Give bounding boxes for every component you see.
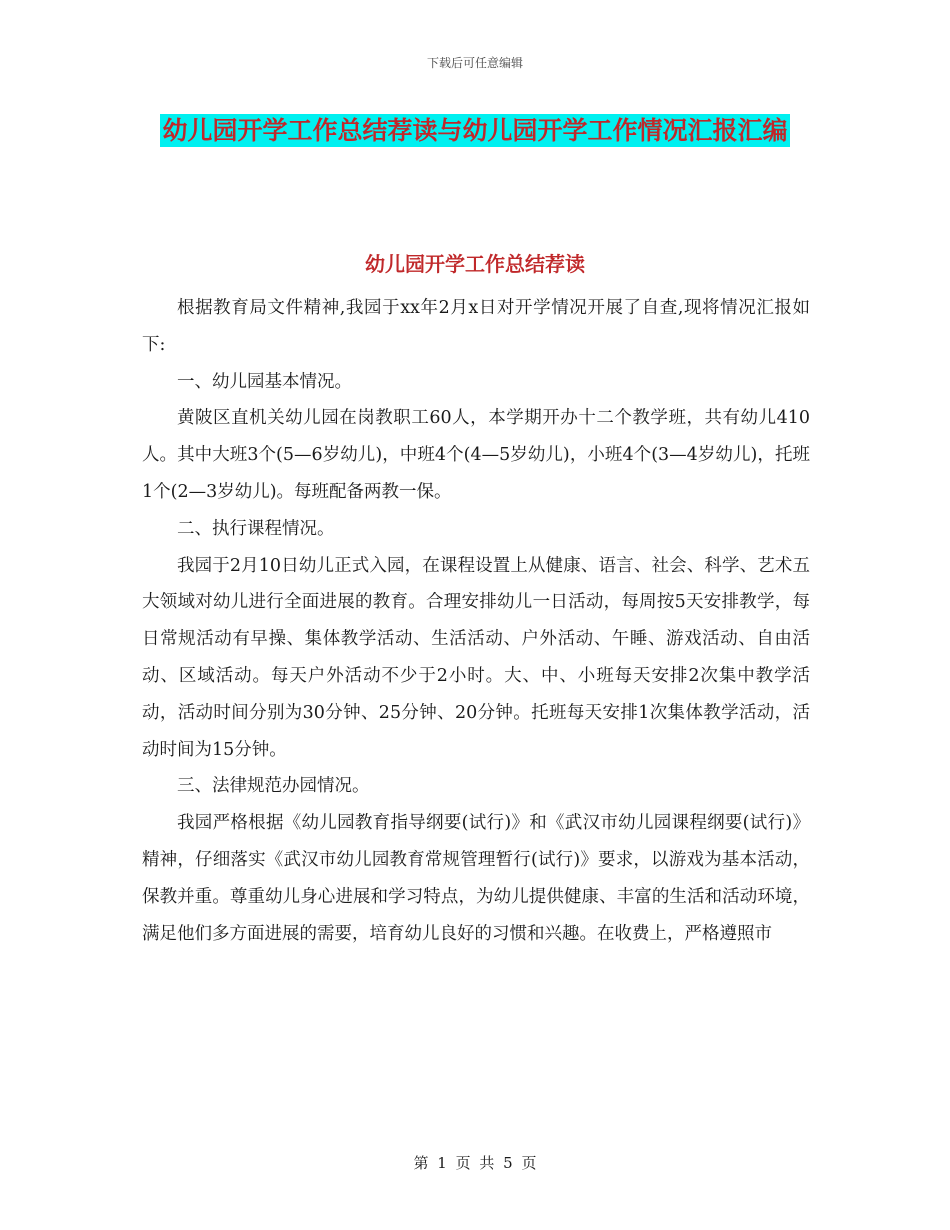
page-number-footer: 第 1 页 共 5 页 <box>413 1154 537 1172</box>
document-title <box>140 108 810 154</box>
document-body <box>142 290 810 952</box>
paragraph: 根据教育局文件精神,我园于xx年2月x日对开学情况开展了自查,现将情况汇报如下: <box>142 298 810 355</box>
paragraph: 黄陂区直机关幼儿园在岗教职工60人，本学期开办十二个教学班，共有幼儿410人。其中大班3个(5—6岁幼儿)，中班4个(4—5岁幼儿)，小班4个(3—4岁幼儿)，托班1个(2—3岁幼儿)。每班配备两教一保。 <box>142 408 810 502</box>
paragraph-heading: 二、执行课程情况。 <box>177 518 335 539</box>
paragraph-heading: 三、法律规范办园情况。 <box>177 776 370 797</box>
paragraph-heading: 一、幼儿园基本情况。 <box>177 371 352 392</box>
page-header-note: 下载后可任意编辑 <box>426 56 523 70</box>
paragraph: 我园严格根据《幼儿园教育指导纲要(试行)》和《武汉市幼儿园课程纲要(试行)》精神，仔细落实《武汉市幼儿园教育常规管理暂行(试行)》要求，以游戏为基本活动，保教并重。尊重幼儿身心进展和学习特点，为幼儿提供健康、丰富的生活和活动环境，满足他们多方面进展的需要，培育幼儿良好的习惯和兴趣。在收费上，严格遵照市 <box>142 813 810 944</box>
document-title-text: 幼儿园开学工作总结荐读与幼儿园开学工作情况汇报汇编 <box>162 116 788 145</box>
paragraph: 我园于2月10日幼儿正式入园，在课程设置上从健康、语言、社会、科学、艺术五大领域对幼儿进行全面进展的教育。合理安排幼儿一日活动，每周按5天安排教学，每日常规活动有早操、集体教学活动、生活活动、户外活动、午睡、游戏活动、自由活动、区域活动。每天户外活动不少于2小时。大、中、小班每天安排2次集中教学活动，活动时间分别为30分钟、25分钟、20分钟。托班每天安排1次集体教学活动，活动时间为15分钟。 <box>142 555 810 760</box>
section-title: 幼儿园开学工作总结荐读 <box>365 252 585 276</box>
